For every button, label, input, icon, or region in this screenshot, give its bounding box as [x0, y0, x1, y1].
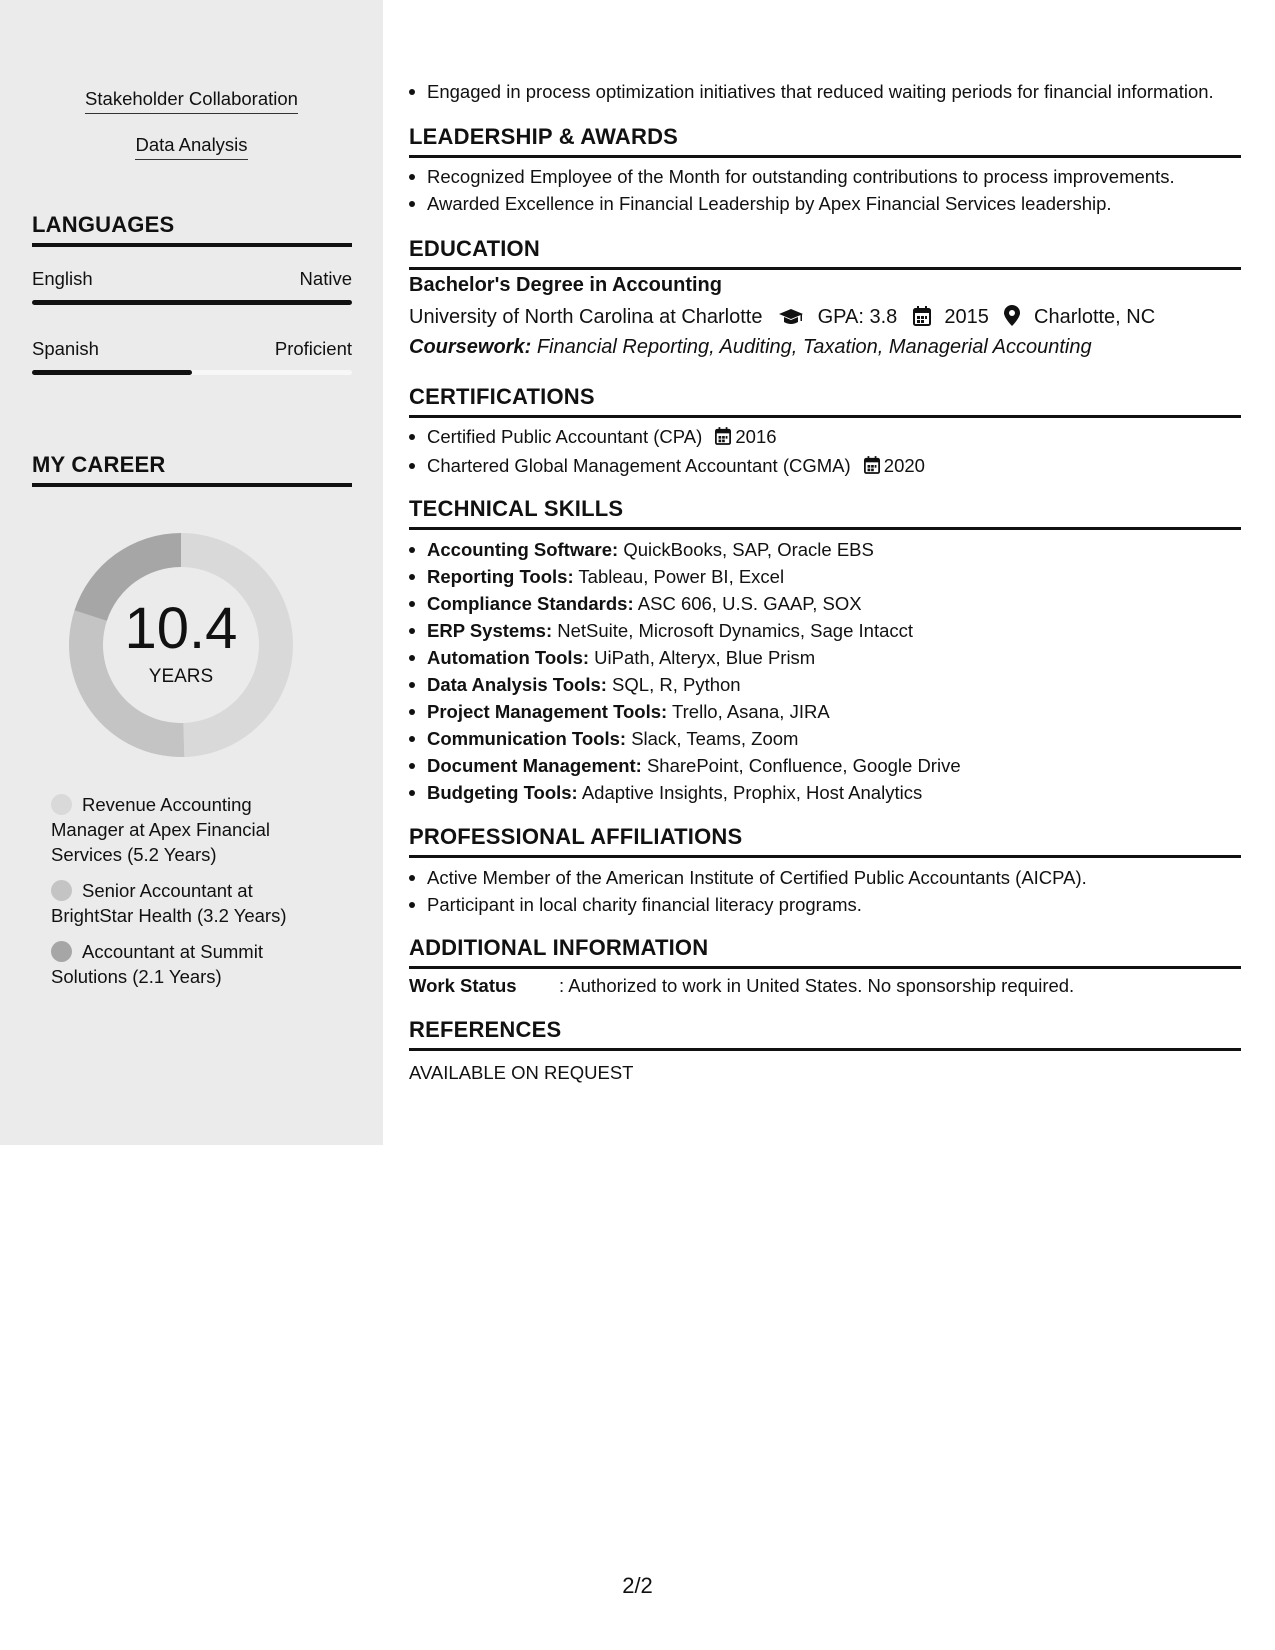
skill-values: Trello, Asana, JIRA	[672, 701, 830, 722]
references-heading: REFERENCES	[409, 1017, 1241, 1051]
school-name: University of North Carolina at Charlotte	[409, 306, 763, 328]
language-bar-fill	[32, 300, 352, 305]
language-row	[32, 338, 352, 378]
graduation-cap-icon	[778, 308, 804, 332]
language-bar	[32, 300, 352, 305]
leadership-list	[409, 163, 1249, 217]
skill-row	[409, 698, 1249, 725]
skill-row	[409, 536, 1249, 563]
skill-values: QuickBooks, SAP, Oracle EBS	[623, 539, 874, 560]
education-heading: EDUCATION	[409, 236, 1241, 270]
career-item: Accountant at Summit Solutions (2.1 Years)	[51, 941, 263, 987]
coursework: Coursework: Financial Reporting, Auditing, Taxation, Managerial Accounting	[409, 336, 1092, 358]
legend-dot	[51, 794, 72, 815]
career-total-value: 10.4	[124, 596, 238, 661]
skill-category: Accounting Software:	[427, 539, 619, 560]
skill-category: Communication Tools:	[427, 728, 627, 749]
skill-category: Document Management:	[427, 755, 642, 776]
skill-category: Compliance Standards:	[427, 593, 634, 614]
list-item: Participant in local charity financial literacy programs.	[409, 891, 1249, 918]
skill-category: Reporting Tools:	[427, 566, 574, 587]
list-item: Active Member of the American Institute of Certified Public Accountants (AICPA).	[409, 864, 1249, 891]
affiliations-list	[409, 864, 1249, 918]
skill-values: ASC 606, U.S. GAAP, SOX	[637, 593, 862, 614]
skill-row	[409, 725, 1249, 752]
skill-values: NetSuite, Microsoft Dynamics, Sage Intacct	[557, 620, 914, 641]
leadership-heading: LEADERSHIP & AWARDS	[409, 124, 1241, 158]
experience-tail	[409, 78, 1249, 105]
sidebar	[0, 0, 383, 1145]
language-bar-fill	[32, 370, 192, 375]
skill-tag: Stakeholder Collaboration	[0, 88, 383, 114]
calendar-icon	[913, 306, 931, 332]
skill-row	[409, 779, 1249, 806]
calendar-icon	[864, 454, 880, 481]
skill-category: Budgeting Tools:	[427, 782, 578, 803]
skill-values: Slack, Teams, Zoom	[631, 728, 799, 749]
references-text: AVAILABLE ON REQUEST	[409, 1062, 634, 1083]
list-item: Chartered Global Management Accountant (CGMA) 2020	[409, 452, 1249, 481]
technical-skills-list	[409, 536, 1249, 806]
graduation-year: 2015	[944, 306, 989, 328]
skill-row	[409, 617, 1249, 644]
language-level: Proficient	[274, 338, 352, 359]
work-status-value: : Authorized to work in United States. No sponsorship required.	[559, 975, 1075, 996]
skill-values: SharePoint, Confluence, Google Drive	[646, 755, 961, 776]
skill-values: SQL, R, Python	[612, 674, 741, 695]
language-row	[32, 268, 352, 308]
calendar-icon	[715, 425, 731, 452]
legend-dot	[51, 880, 72, 901]
list-item: Recognized Employee of the Month for outstanding contributions to process improvements.	[409, 163, 1249, 190]
career-item: Senior Accountant at BrightStar Health (3.2 Years)	[51, 880, 287, 926]
school-location: Charlotte, NC	[1034, 306, 1156, 328]
career-item: Revenue Accounting Manager at Apex Financial Services (5.2 Years)	[51, 794, 271, 865]
career-total-unit: YEARS	[148, 666, 214, 687]
skill-row	[409, 563, 1249, 590]
language-name: Spanish	[32, 338, 99, 359]
map-pin-icon	[1004, 305, 1020, 332]
degree-title: Bachelor's Degree in Accounting	[409, 274, 722, 296]
languages-heading: LANGUAGES	[32, 212, 352, 247]
career-donut-chart	[66, 530, 296, 760]
career-heading: MY CAREER	[32, 452, 352, 487]
list-item: Certified Public Accountant (CPA) 2016	[409, 423, 1249, 452]
legend-dot	[51, 941, 72, 962]
work-status-row	[409, 975, 1074, 997]
language-level: Native	[299, 268, 352, 289]
certifications-list	[409, 423, 1249, 481]
gpa: GPA: 3.8	[817, 306, 898, 328]
skill-category: Automation Tools:	[427, 647, 590, 668]
education-details	[409, 305, 1155, 332]
work-status-label: Work Status	[409, 975, 517, 996]
list-item: Engaged in process optimization initiatives that reduced waiting periods for financial information.	[409, 78, 1249, 105]
skill-row	[409, 644, 1249, 671]
technical-skills-heading: TECHNICAL SKILLS	[409, 496, 1241, 530]
skill-category: Project Management Tools:	[427, 701, 668, 722]
affiliations-heading: PROFESSIONAL AFFILIATIONS	[409, 824, 1241, 858]
skill-values: Tableau, Power BI, Excel	[578, 566, 785, 587]
skill-row	[409, 590, 1249, 617]
page-number: 2/2	[622, 1573, 653, 1598]
skill-category: Data Analysis Tools:	[427, 674, 607, 695]
additional-info-heading: ADDITIONAL INFORMATION	[409, 935, 1241, 969]
skill-row	[409, 671, 1249, 698]
skill-tag: Data Analysis	[0, 134, 383, 160]
certifications-heading: CERTIFICATIONS	[409, 384, 1241, 418]
list-item: Awarded Excellence in Financial Leadership by Apex Financial Services leadership.	[409, 190, 1249, 217]
skill-category: ERP Systems:	[427, 620, 553, 641]
language-name: English	[32, 268, 93, 289]
skill-row	[409, 752, 1249, 779]
skill-values: Adaptive Insights, Prophix, Host Analytics	[581, 782, 923, 803]
language-bar	[32, 370, 352, 375]
skill-values: UiPath, Alteryx, Blue Prism	[594, 647, 816, 668]
